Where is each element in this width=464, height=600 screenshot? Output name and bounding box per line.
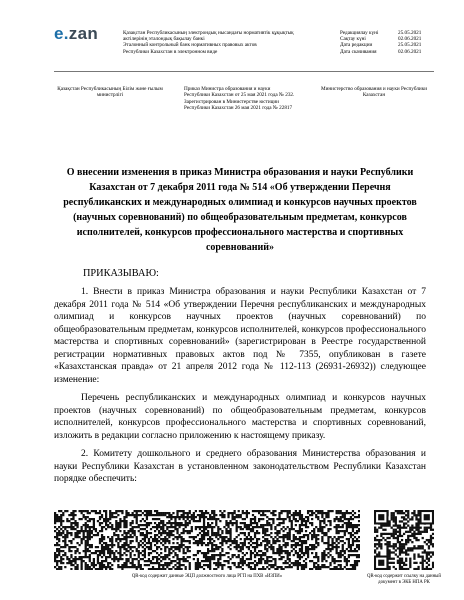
document-link-qr-code — [374, 510, 434, 570]
order-heading: ПРИКАЗЫВАЮ: — [83, 268, 159, 279]
document-header — [0, 0, 464, 55]
document-dates — [340, 30, 440, 55]
org-russian: Министерство образования и науки Республики Казахстан — [320, 86, 428, 99]
paragraph: 1. Внести в приказ Министра образования и науки Республики Казахстан от 7 декабря 2011 года № 514 «Об утверждении Перечня республиканских и международных олимпиад и конкурсов научных проектов (научных соревнований) по общеобразовательным предметам, конкурсов исполнителей, конкурсов профессионального мастерства и спортивных соревнований» (зарегистрирован в Реестре государственной регистрации нормативных правовых актов под № 7355, опубликован в газете «Казахстанская правда» от 21 апреля 2012 года № 112-113 (26931-26932)) следующее изменение: — [54, 287, 426, 385]
order-registration: Приказ Министра образования и науки Республики Казахстан от 25 мая 2021 года № 232. Зарегистрирован в Министерстве юстиции Республики Казахстан 26 мая 2021 года № 22817 — [184, 86, 295, 112]
logo-suffix: zan — [68, 24, 99, 43]
qr-caption-link: QR-код содержит ссылку на данный документ в ЭКБ НПА РК — [367, 574, 441, 585]
meta-value: 02.06.2021 — [398, 36, 422, 43]
document-title: О внесении изменения в приказ Министра образования и науки Республики Казахстан от 7 декабря 2011 года № 514 «Об утверждении Перечня республиканских и международных олимпиад и конкурсов научных проектов (научных соревнований) по общеобразовательным предметам, конкурсов исполнителей, конкурсов профессионального мастерства и спортивных соревнований» — [63, 167, 417, 253]
qr-caption-signature: QR-код содержит данные ЭЦП должностного лица РГП на ПХВ «ИЗПИ» — [131, 574, 283, 579]
org-kazakh: Қазақстан Республикасының Білім және ғылым министрлігі — [57, 86, 163, 99]
meta-key: Редакциялау күні — [340, 30, 379, 36]
meta-key: Дата редакции — [340, 42, 373, 49]
qr-footer — [0, 510, 464, 600]
bank-line: актілерінің эталондық бақылау банкі — [123, 36, 205, 43]
signature-qr-code — [54, 510, 360, 570]
meta-key: Сақтау күні — [340, 36, 366, 43]
bank-line: Республики Казахстан в электронном виде — [123, 48, 218, 55]
header-divider — [54, 71, 434, 72]
meta-value: 25.05.2021 — [398, 42, 422, 49]
meta-row — [340, 49, 440, 55]
ezan-logo — [54, 24, 98, 44]
meta-value: 02.06.2021 — [398, 48, 422, 55]
meta-value: 25.05.2021 — [398, 30, 422, 36]
paragraph: Перечень республиканских и международных олимпиад и конкурсов научных проектов (научных соревнований) по общеобразовательным предметам, конкурсов исполнителей, конкурсов профессионального мастерства и спортивных соревнований, изложить в редакции согласно приложению к настоящему приказу. — [54, 393, 426, 441]
meta-key: Дата скачивания — [340, 48, 377, 55]
bank-description — [123, 30, 323, 55]
logo-prefix: e. — [54, 24, 69, 43]
bank-line: Эталонный контрольный банк нормативных правовых актов — [123, 42, 257, 49]
paragraph: 2. Комитету дошкольного и среднего образования Министерства образования и науки Республики Казахстан в установленном законодательством Республики Казахстан порядке обеспечить: — [54, 449, 426, 484]
document-body — [54, 286, 426, 492]
bank-line: Қазақстан Республикасының электрондық нысандағы нормативтік құқықтық — [123, 30, 294, 36]
